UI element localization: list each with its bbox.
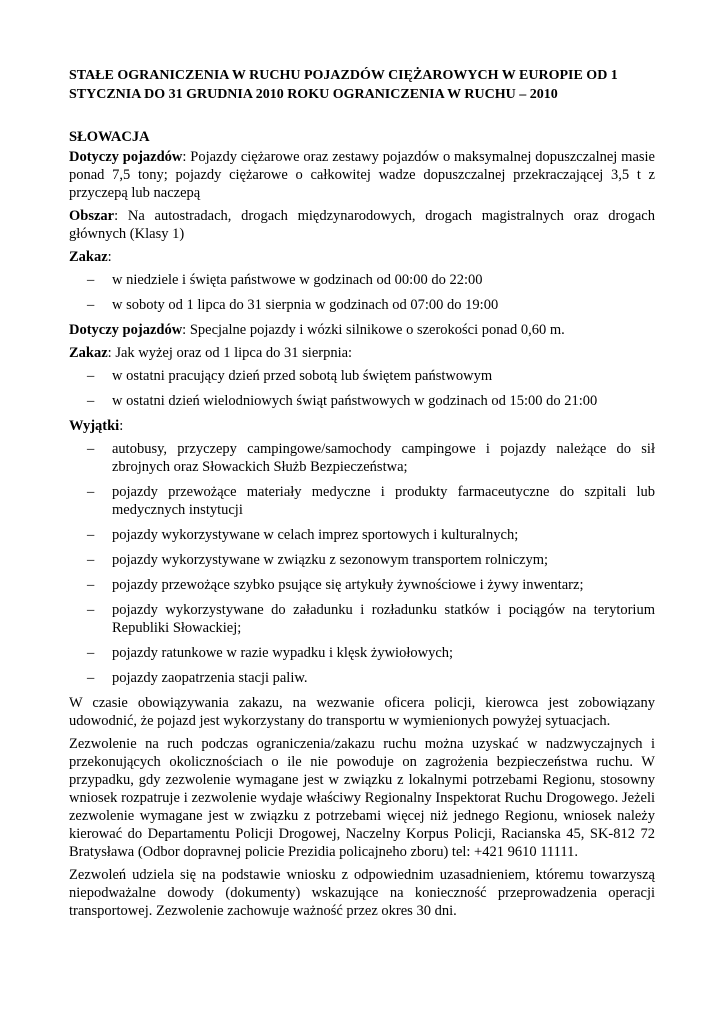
dash-bullet: – — [87, 577, 95, 593]
list-item — [69, 367, 655, 385]
list-item — [69, 526, 655, 544]
list-item-text: autobusy, przyczepy campingowe/samochody campingowe i pojazdy należące do sił zbrojnych oraz Słowackich Służb Bezpieczeństwa; — [112, 441, 655, 475]
ban-label-1: Zakaz — [69, 249, 108, 265]
list-item — [69, 601, 655, 637]
body-paragraph-1: W czasie obowiązywania zakazu, na wezwanie oficera policji, kierowca jest zobowiązany udowodnić, że pojazd jest wykorzystany do transportu w wymienionych powyżej sytuacjach. — [69, 695, 655, 729]
vehicles-paragraph-2 — [69, 321, 655, 339]
list-item-text: pojazdy przewożące szybko psujące się artykuły żywnościowe i żywy inwentarz; — [112, 577, 584, 593]
list-item — [69, 271, 655, 289]
body-paragraph-2: Zezwolenie na ruch podczas ograniczenia/zakazu ruchu można uzyskać w nadzwyczajnych i przekonujących okolicznościach o ile nie powoduje on zagrożenia bezpieczeństwa ruchu. W przypadku, gdy zezwolenie wymagane jest w związku z lokalnymi potrzebami Regionu, stosowny wniosek rozpatruje i zezwolenie wydaje właściwy Regionalny Inspektorat Ruchu Drogowego. Jeżeli zezwolenie wymagane jest w związku z potrzebami więcej niż jednego Regionu, wniosek należy kierować do Departamentu Policji Drogowej, Naczelny Korpus Policji, Racianska 45, SK-812 72 Bratysława (Odbor dopravnej policie Prezidia policajneho zboru) tel: +421 9610 11111. — [69, 736, 655, 860]
vehicles-text-2: : Specjalne pojazdy i wózki silnikowe o szerokości ponad 0,60 m. — [182, 322, 565, 338]
ban-text-1: : — [107, 249, 112, 265]
dash-bullet: – — [87, 552, 95, 568]
vehicles-label-1: Dotyczy pojazdów — [69, 149, 183, 165]
dash-bullet: – — [87, 368, 95, 384]
dash-bullet: – — [87, 484, 95, 500]
ban-list-1 — [69, 271, 655, 314]
exceptions-list — [69, 440, 655, 687]
document-title: STAŁE OGRANICZENIA W RUCHU POJAZDÓW CIĘŻAROWYCH W EUROPIE OD 1 STYCZNIA DO 31 GRUDNIA 2010 ROKU OGRANICZENIA W RUCHU – 2010 — [69, 68, 618, 102]
exceptions-label: Wyjątki — [69, 418, 120, 434]
exceptions-heading — [69, 417, 655, 435]
area-paragraph — [69, 207, 655, 243]
dash-bullet: – — [87, 272, 95, 288]
list-item-text: w soboty od 1 lipca do 31 sierpnia w godzinach od 07:00 do 19:00 — [112, 297, 499, 313]
list-item — [69, 392, 655, 410]
list-item-text: pojazdy ratunkowe w razie wypadku i klęsk żywiołowych; — [112, 645, 454, 661]
dash-bullet: – — [87, 441, 95, 457]
list-item-text: pojazdy wykorzystywane do załadunku i rozładunku statków i pociągów na terytorium Republiki Słowackiej; — [112, 602, 655, 636]
ban-list-2 — [69, 367, 655, 410]
vehicles-text-1: : Pojazdy ciężarowe oraz zestawy pojazdów o maksymalnej dopuszczalnej masie ponad 7,5 tony; pojazdy ciężarowe o całkowitej wadze dopuszczalnej przekraczającej 3,5 t z przyczepą lub naczepą — [69, 149, 655, 201]
country-heading: SŁOWACJA — [69, 129, 150, 145]
list-item-text: pojazdy wykorzystywane w celach imprez sportowych i kulturalnych; — [112, 527, 519, 543]
list-item — [69, 440, 655, 476]
list-item-text: pojazdy wykorzystywane w związku z sezonowym transportem rolniczym; — [112, 552, 549, 568]
list-item-text: w ostatni pracujący dzień przed sobotą lub świętem państwowym — [112, 368, 493, 384]
dash-bullet: – — [87, 527, 95, 543]
list-item — [69, 296, 655, 314]
list-item — [69, 644, 655, 662]
ban-paragraph-1 — [69, 248, 655, 266]
list-item — [69, 576, 655, 594]
dash-bullet: – — [87, 670, 95, 686]
body-paragraph-3: Zezwoleń udziela się na podstawie wniosku z odpowiednim uzasadnieniem, któremu towarzyszą niepodważalne dowody (dokumenty) wskazujące na konieczność przeprowadzenia operacji transportowej. Zezwolenie zachowuje ważność przez okres 30 dni. — [69, 867, 655, 919]
dash-bullet: – — [87, 297, 95, 313]
vehicles-label-2: Dotyczy pojazdów — [69, 322, 183, 338]
list-item-text: w ostatni dzień wielodniowych świąt państwowych w godzinach od 15:00 do 21:00 — [112, 393, 598, 409]
ban-label-2: Zakaz — [69, 345, 108, 361]
dash-bullet: – — [87, 602, 95, 618]
dash-bullet: – — [87, 393, 95, 409]
vehicles-paragraph-1 — [69, 148, 655, 202]
list-item-text: w niedziele i święta państwowe w godzinach od 00:00 do 22:00 — [112, 272, 483, 288]
list-item — [69, 551, 655, 569]
list-item-text: pojazdy przewożące materiały medyczne i produkty farmaceutyczne do szpitali lub medycznych instytucji — [112, 484, 655, 518]
list-item — [69, 669, 655, 687]
list-item-text: pojazdy zaopatrzenia stacji paliw. — [112, 670, 308, 686]
ban-text-2: : Jak wyżej oraz od 1 lipca do 31 sierpnia: — [107, 345, 353, 361]
exceptions-suffix: : — [119, 418, 124, 434]
dash-bullet: – — [87, 645, 95, 661]
ban-paragraph-2 — [69, 344, 655, 362]
list-item — [69, 483, 655, 519]
area-label: Obszar — [69, 208, 115, 224]
area-text: : Na autostradach, drogach międzynarodowych, drogach magistralnych oraz drogach głównych (Klasy 1) — [69, 208, 655, 242]
